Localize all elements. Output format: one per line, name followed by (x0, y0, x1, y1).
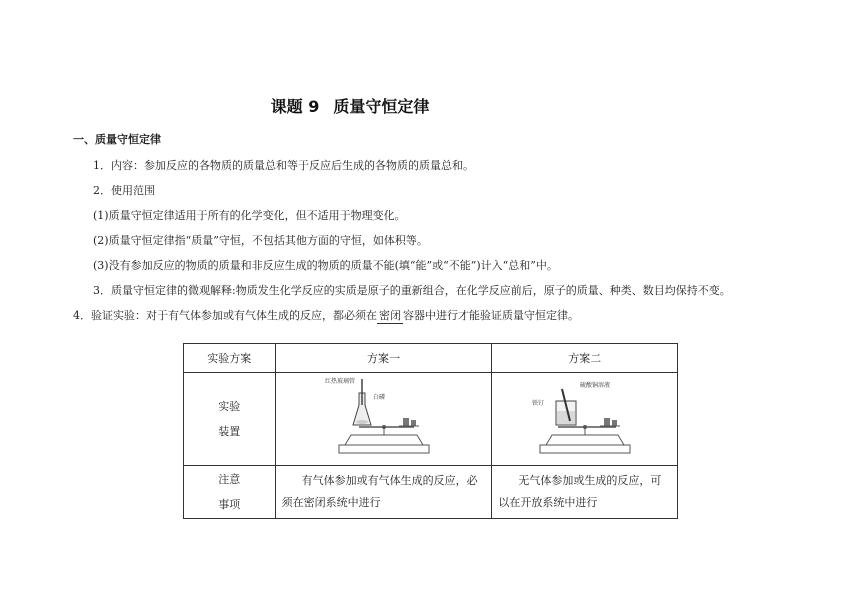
phosphorus-label: 白磷 (372, 393, 385, 401)
notes-label-a: 注意 (218, 473, 241, 486)
verify-blank: 密闭 (379, 309, 401, 322)
solution-label: 硫酸铜溶液 (579, 381, 610, 389)
apparatus-figure-2 (492, 373, 678, 466)
lesson-topic: 质量守恒定律 (333, 97, 430, 116)
header-plan-2: 方案二 (492, 344, 678, 373)
micro-explanation: 3．质量守恒定律的微观解释:物质发生化学反应的实质是原子的重新组合，在化学反应前后，原子的质量、种类、数目均保持不变。 (93, 284, 731, 297)
table-header-row (184, 344, 678, 373)
verify-text-post: 容器中进行才能验证质量守恒定律。 (403, 309, 579, 322)
notes-row (184, 466, 678, 519)
balance-flask-illustration (319, 375, 449, 461)
glass-tube-label: 红热玻璃管 (324, 377, 355, 385)
scope-item-3: (3)没有参加反应的物质的质量和非反应生成的物质的质量不能(填“能”或“不能”)计入“总和”中。 (93, 259, 558, 272)
nail-label: 铁钉 (531, 399, 544, 407)
notes-plan-2-text: 无气体参加或生成的反应，可以在开放系统中进行 (498, 474, 662, 509)
verify-line (73, 307, 579, 324)
apparatus-row (184, 373, 678, 466)
apparatus-label-b: 装置 (218, 425, 241, 438)
header-plan: 实验方案 (184, 344, 276, 373)
notes-plan-2 (492, 466, 678, 519)
section-heading: 一、质量守恒定律 (73, 133, 161, 146)
scope-item-2: (2)质量守恒定律指“质量”守恒，不包括其他方面的守恒，如体积等。 (93, 234, 428, 247)
page-title (0, 94, 700, 117)
notes-plan-1-text: 有气体参加或有气体生成的反应，必须在密闭系统中进行 (281, 474, 478, 509)
header-plan-1: 方案一 (275, 344, 492, 373)
balance-beaker-illustration (520, 375, 650, 461)
lesson-number: 课题 9 (270, 97, 320, 116)
apparatus-label-a: 实验 (218, 400, 241, 413)
notes-label-b: 事项 (218, 498, 241, 511)
apparatus-figure-1 (275, 373, 492, 466)
content-line: 1．内容：参加反应的各物质的质量总和等于反应后生成的各物质的质量总和。 (93, 159, 474, 172)
verify-text-pre: 4．验证实验：对于有气体参加或有气体生成的反应，都必须在 (73, 309, 377, 322)
notes-label (184, 466, 276, 519)
notes-plan-1 (275, 466, 492, 519)
apparatus-label (184, 373, 276, 466)
experiment-table (183, 343, 678, 519)
scope-item-1: (1)质量守恒定律适用于所有的化学变化，但不适用于物理变化。 (93, 209, 406, 222)
scope-heading: 2．使用范围 (93, 184, 155, 197)
